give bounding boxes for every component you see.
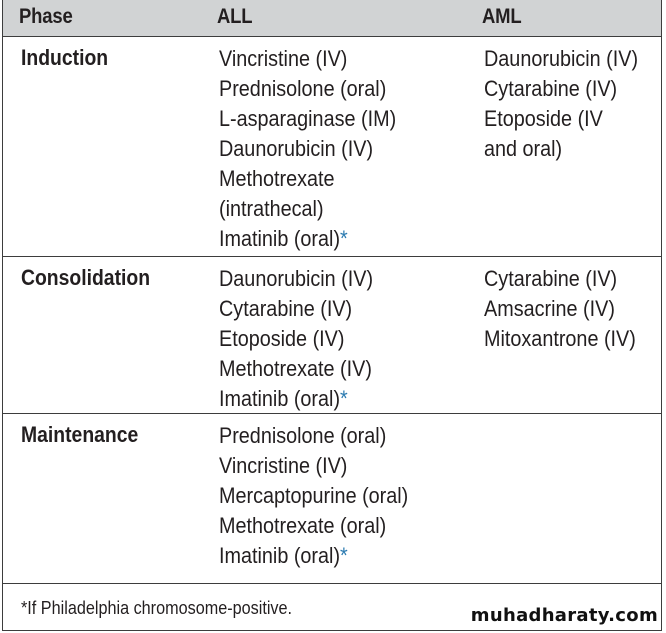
list-item: Cytarabine (IV) [484,266,618,291]
list-item: L-asparaginase (IM) [219,106,397,131]
list-item: Etoposide (IV [484,106,603,131]
phase-label: Consolidation [21,265,151,290]
table-row-induction [3,37,661,257]
list-item: Mitoxantrone (IV) [484,326,636,351]
list-item: Amsacrine (IV) [484,296,615,321]
asterisk-marker: * [340,226,348,251]
list-item: Cytarabine (IV) [484,76,618,101]
list-item: Daunorubicin (IV) [484,46,639,71]
all-drug-list [219,421,429,571]
aml-drug-list [484,44,655,164]
list-item: Methotrexate (oral) [219,513,387,538]
table-footnote: *If Philadelphia chromosome-positive. [21,598,293,618]
list-item: Imatinib (oral)* [219,386,348,411]
list-item: Vincristine (IV) [219,46,348,71]
phase-label: Maintenance [21,422,139,447]
header-aml: AML [482,5,522,28]
list-item: Mercaptopurine (oral) [219,483,409,508]
watermark: muhadharaty.com [470,605,658,626]
all-drug-list [219,44,416,254]
list-item: Cytarabine (IV) [219,296,353,321]
list-item: Prednisolone (oral) [219,76,387,101]
list-item: (intrathecal) [219,196,324,221]
list-item: Methotrexate (IV) [219,356,372,381]
list-item: Daunorubicin (IV) [219,136,374,161]
table-row-maintenance [3,414,661,584]
list-item: Vincristine (IV) [219,453,348,478]
list-item: Etoposide (IV) [219,326,345,351]
phase-label: Induction [21,45,109,70]
aml-drug-list [484,264,653,354]
list-item: Methotrexate [219,166,335,191]
regimen-table [2,0,662,631]
asterisk-marker: * [340,543,348,568]
all-drug-list [219,264,390,414]
table-row-consolidation [3,257,661,414]
list-item: Imatinib (oral)* [219,543,348,568]
list-item: Imatinib (oral)* [219,226,348,251]
header-phase: Phase [19,5,73,28]
asterisk-marker: * [340,386,348,411]
table-header [3,0,661,37]
list-item: Prednisolone (oral) [219,423,387,448]
list-item: and oral) [484,136,563,161]
header-all: ALL [217,5,253,28]
list-item: Daunorubicin (IV) [219,266,374,291]
